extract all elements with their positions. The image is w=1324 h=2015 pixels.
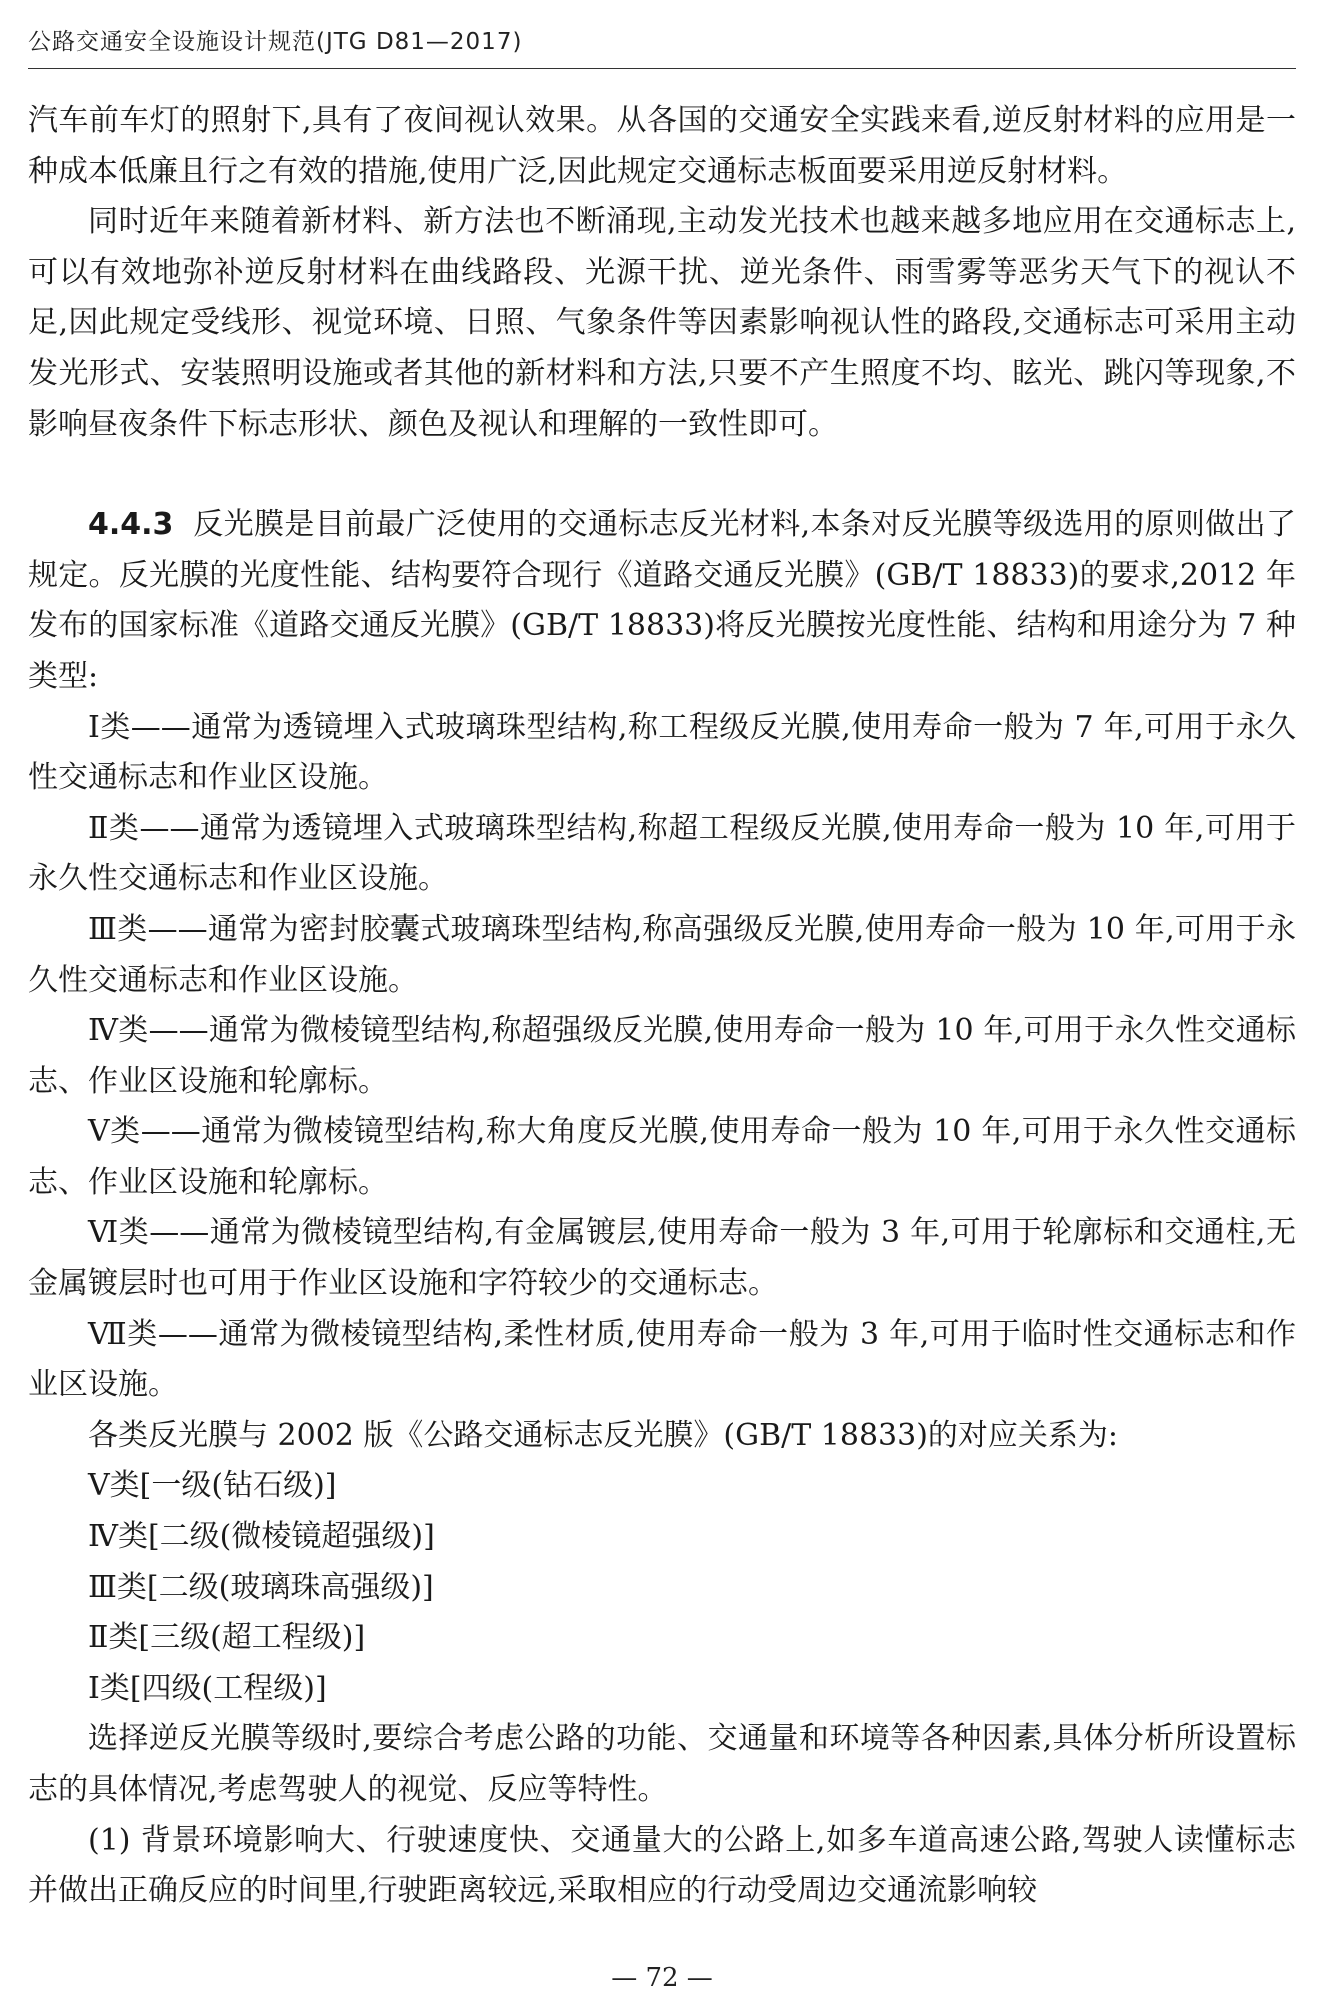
mapping-type-1: Ⅰ类[四级(工程级)] bbox=[88, 1670, 327, 1706]
type-6-item: Ⅵ类——通常为微棱镜型结构,有金属镀层,使用寿命一般为 3 年,可用于轮廓标和交通柱,无金属镀层时也可用于作业区设施和字符较少的交通标志。 bbox=[28, 1215, 1296, 1302]
type-7-item: Ⅶ类——通常为微棱镜型结构,柔性材质,使用寿命一般为 3 年,可用于临时性交通标志和作业区设施。 bbox=[28, 1316, 1296, 1403]
header-rule bbox=[28, 68, 1296, 69]
section-gap bbox=[28, 450, 1296, 500]
type-4-item: Ⅳ类——通常为微棱镜型结构,称超强级反光膜,使用寿命一般为 10 年,可用于永久性交通标志、作业区设施和轮廓标。 bbox=[28, 1013, 1296, 1099]
list-item-1: (1) 背景环境影响大、行驶速度快、交通量大的公路上,如多车道高速公路,驾驶人读懂标志并做出正确反应的时间里,行驶距离较远,采取相应的行动受周边交通流影响较 bbox=[28, 1822, 1296, 1909]
mapping-type-4: Ⅳ类[二级(微棱镜超强级)] bbox=[88, 1519, 435, 1555]
type-3-item: Ⅲ类——通常为密封胶囊式玻璃珠型结构,称高强级反光膜,使用寿命一般为 10 年,可用于永久性交通标志和作业区设施。 bbox=[28, 911, 1296, 998]
mapping-type-3: Ⅲ类[二级(玻璃珠高强级)] bbox=[88, 1569, 434, 1605]
type-1-item: Ⅰ类——通常为透镜埋入式玻璃珠型结构,称工程级反光膜,使用寿命一般为 7 年,可用于永久性交通标志和作业区设施。 bbox=[28, 709, 1296, 796]
running-header: 公路交通安全设施设计规范(JTG D81—2017) bbox=[28, 29, 523, 55]
type-5-item: Ⅴ类——通常为微棱镜型结构,称大角度反光膜,使用寿命一般为 10 年,可用于永久性交通标志、作业区设施和轮廓标。 bbox=[28, 1114, 1296, 1200]
paragraph-active-lighting: 同时近年来随着新材料、新方法也不断涌现,主动发光技术也越来越多地应用在交通标志上,可以有效地弥补逆反射材料在曲线路段、光源干扰、逆光条件、雨雪雾等恶劣天气下的视认不足,因此规定受线形、视觉环境、日照、气象条件等因素影响视认性的路段,交通标志可采用主动发光形式、安装照明设施或者其他的新材料和方法,只要不产生照度不均、眩光、跳闪等现象,不影响昼夜条件下标志形状、颜色及视认和理解的一致性即可。 bbox=[28, 204, 1296, 442]
clause-text: 反光膜是目前最广泛使用的交通标志反光材料,本条对反光膜等级选用的原则做出了规定。反光膜的光度性能、结构要符合现行《道路交通反光膜》(GB/T 18833)的要求,2012 年发布的国家标准《道路交通反光膜》(GB/T 18833)将反光膜按光度性能、结构和用途分为 7 种类型: bbox=[28, 507, 1296, 694]
type-2-item: Ⅱ类——通常为透镜埋入式玻璃珠型结构,称超工程级反光膜,使用寿命一般为 10 年,可用于永久性交通标志和作业区设施。 bbox=[28, 810, 1296, 897]
correspondence-intro: 各类反光膜与 2002 版《公路交通标志反光膜》(GB/T 18833)的对应关系为: bbox=[88, 1417, 1119, 1453]
clause-4-4-3 bbox=[28, 500, 1296, 702]
mapping-type-5: Ⅴ类[一级(钻石级)] bbox=[88, 1468, 337, 1504]
clause-number: 4.4.3 bbox=[88, 507, 174, 543]
paragraph-continuation: 汽车前车灯的照射下,具有了夜间视认效果。从各国的交通安全实践来看,逆反射材料的应用是一种成本低廉且行之有效的措施,使用广泛,因此规定交通标志板面要采用逆反射材料。 bbox=[28, 103, 1296, 189]
body-text bbox=[28, 96, 1296, 1917]
mapping-type-2: Ⅱ类[三级(超工程级)] bbox=[88, 1620, 366, 1656]
selection-paragraph: 选择逆反光膜等级时,要综合考虑公路的功能、交通量和环境等各种因素,具体分析所设置标志的具体情况,考虑驾驶人的视觉、反应等特性。 bbox=[28, 1721, 1296, 1807]
page-number: — 72 — bbox=[611, 1963, 713, 1993]
